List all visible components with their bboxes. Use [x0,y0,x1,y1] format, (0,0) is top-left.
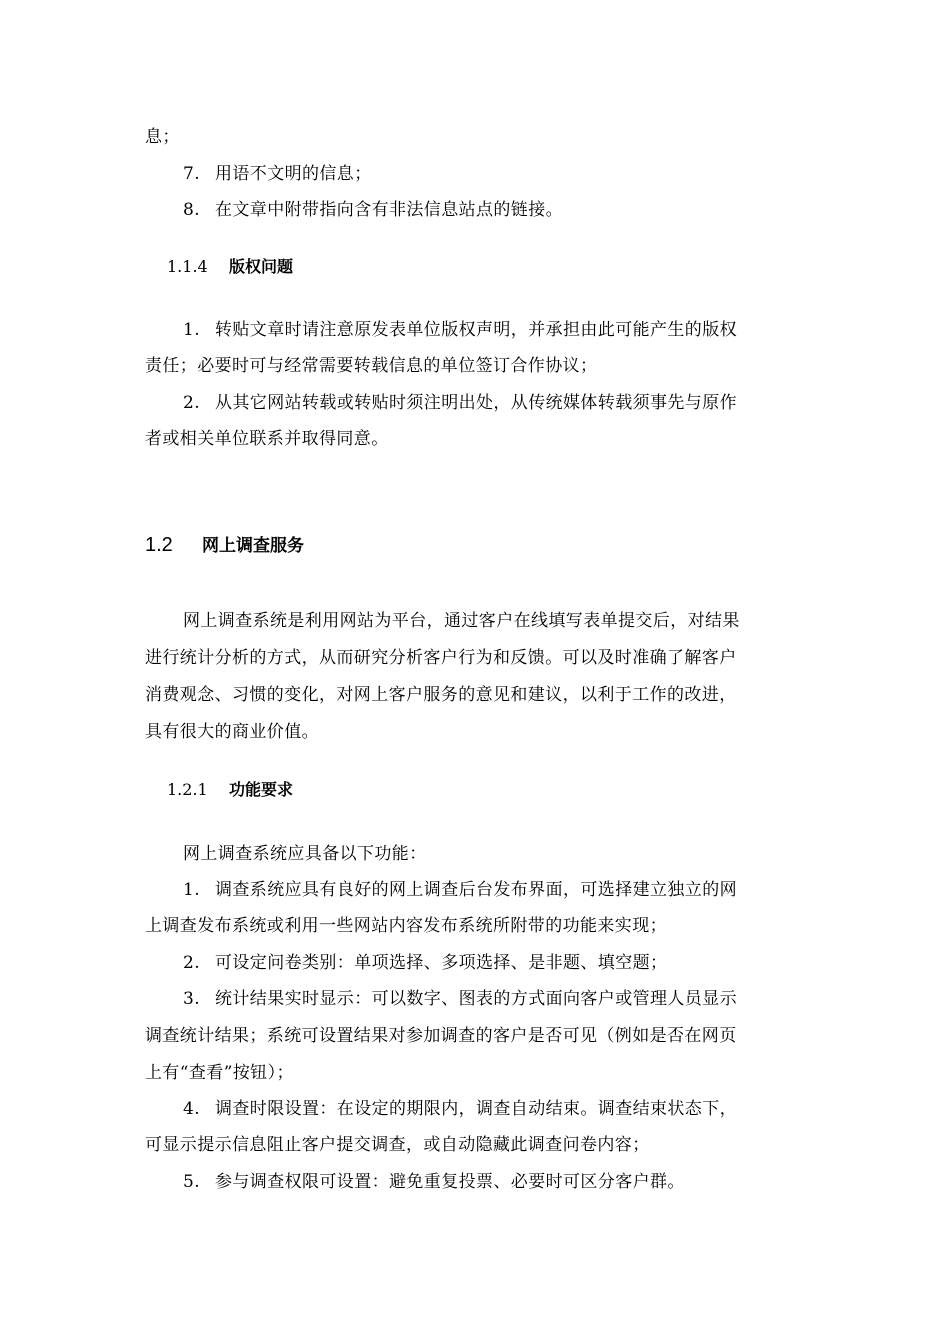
list-number: 3. [183,989,201,1009]
list-text: 用语不文明的信息； [215,164,372,184]
continued-text: 息； [145,127,180,147]
list-text-continued: 上调查发布系统或利用一些网站内容发布系统所附带的功能来实现； [145,916,667,936]
list-item [183,319,807,341]
list-text: 参与调查权限可设置：避免重复投票、必要时可区分客户群。 [215,1172,685,1192]
list-number: 5. [183,1172,201,1192]
heading-title: 版权问题 [229,257,294,276]
list-item [183,1098,737,1120]
list-item [183,1171,685,1193]
list-text-continued: 上有“查看”按钮）； [145,1063,294,1083]
paragraph-line: 具有很大的商业价值。 [145,722,319,742]
list-item [183,988,737,1010]
heading-title: 功能要求 [229,780,294,799]
list-text: 转贴文章时请注意原发表单位版权声明，并承担由此可能产生的版权 [215,320,737,340]
list-text: 从其它网站转载或转贴时须注明出处，从传统媒体转载须事先与原作 [215,393,737,413]
list-text-continued: 责任；必要时可与经常需要转载信息的单位签订合作协议； [145,356,598,376]
paragraph-line: 消费观念、习惯的变化，对网上客户服务的意见和建议，以利于工作的改进， [145,685,737,705]
list-text: 可设定问卷类别：单项选择、多项选择、是非题、填空题； [215,953,668,973]
list-item [183,952,667,974]
list-number: 1. [183,880,201,900]
section-heading-1-1-4 [167,256,293,278]
paragraph-line: 网上调查系统是利用网站为平台，通过客户在线填写表单提交后，对结果 [183,611,740,631]
list-item [183,879,737,901]
list-text-continued: 可显示提示信息阻止客户提交调查，或自动隐藏此调查问卷内容； [145,1135,650,1155]
list-text: 在文章中附带指向含有非法信息站点的链接。 [215,200,563,220]
list-number: 7. [183,164,201,184]
paragraph-line: 网上调查系统应具备以下功能： [183,844,427,864]
list-item [183,392,737,414]
section-heading-1-2 [145,532,304,559]
list-text: 调查系统应具有良好的网上调查后台发布界面，可选择建立独立的网 [215,880,737,900]
list-item [183,163,372,185]
heading-number: 1.1.4 [167,257,208,276]
list-number: 8. [183,200,201,220]
list-number: 2. [183,393,201,413]
heading-title: 网上调查服务 [202,536,304,556]
section-heading-1-2-1 [167,779,293,801]
list-text: 统计结果实时显示：可以数字、图表的方式面向客户或管理人员显示 [215,989,737,1009]
list-text-continued: 者或相关单位联系并取得同意。 [145,429,389,449]
heading-number: 1.2.1 [167,780,208,799]
list-number: 4. [183,1099,201,1119]
list-number: 1. [183,320,201,340]
list-number: 2. [183,953,201,973]
list-text: 调查时限设置：在设定的期限内，调查自动结束。调查结束状态下， [215,1099,737,1119]
list-text-continued: 调查统计结果；系统可设置结果对参加调查的客户是否可见（例如是否在网页 [145,1026,737,1046]
heading-number: 1.2 [145,534,173,556]
paragraph-line: 进行统计分析的方式，从而研究分析客户行为和反馈。可以及时准确了解客户 [145,648,737,668]
list-item [183,199,563,221]
